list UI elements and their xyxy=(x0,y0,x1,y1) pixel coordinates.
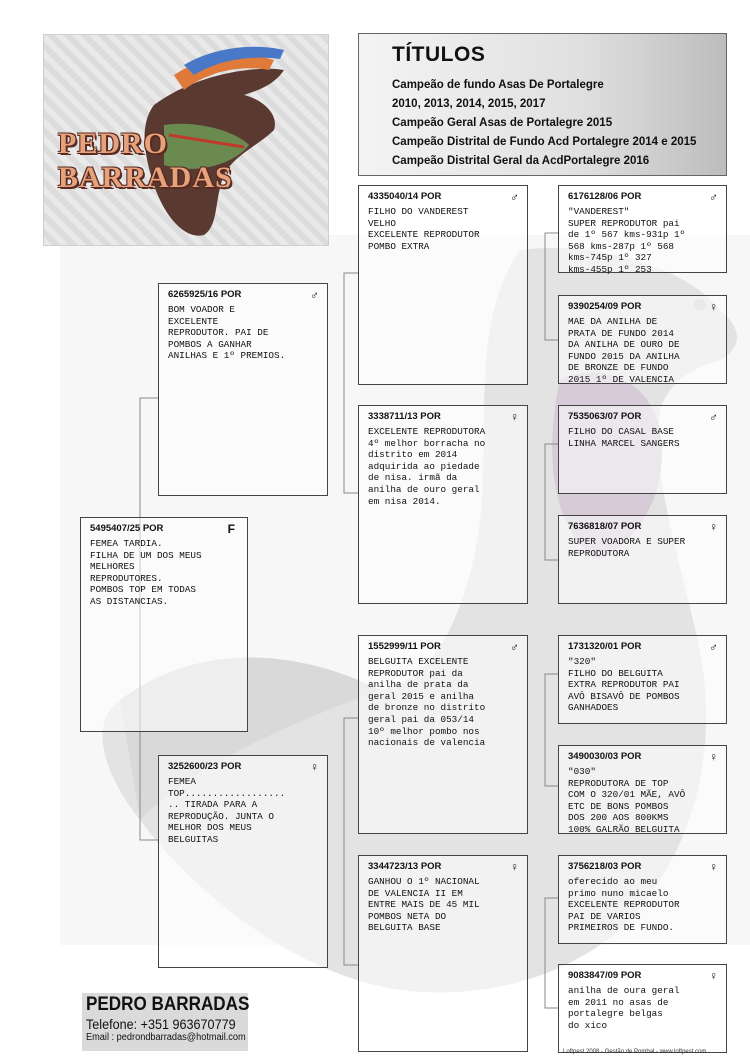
female-symbol-icon: ♀ xyxy=(510,409,519,424)
pigeon-card-sire-sire xyxy=(358,185,528,385)
pigeon-description: "VANDEREST" SUPER REPRODUTOR pai de 1º 567 kms-931p 1º 568 kms-287p 1º 568 kms-745p 1º 327 kms-455p 1º 253 xyxy=(568,206,686,275)
pigeon-description: anilha de oura geral em 2011 no asas de portalegre belgas do xico xyxy=(568,985,680,1031)
pigeon-description: BOM VOADOR E EXCELENTE REPRODUTOR. PAI DE POMBOS A GANHAR ANILHAS E 1º PREMIOS. xyxy=(168,304,286,362)
ring-number: 3756218/03 POR xyxy=(568,861,642,872)
female-symbol-icon: ♀ xyxy=(709,519,718,534)
pigeon-description: FILHO DO VANDEREST VELHO EXCELENTE REPRODUTOR POMBO EXTRA xyxy=(368,206,480,252)
male-symbol-icon: ♂ xyxy=(709,189,718,204)
male-symbol-icon: ♂ xyxy=(310,287,319,302)
pigeon-card-ddd xyxy=(558,964,727,1053)
male-symbol-icon: ♂ xyxy=(709,409,718,424)
female-symbol-icon: ♀ xyxy=(510,859,519,874)
titles-panel xyxy=(358,33,727,176)
ring-number: 3344723/13 POR xyxy=(368,861,442,872)
pigeon-description: "320" FILHO DO BELGUITA EXTRA REPRODUTOR PAI AVÔ BISAVÔ DE POMBOS GANHADOES xyxy=(568,656,680,714)
pigeon-description: EXCELENTE REPRODUTORA 4º melhor borracha no distrito em 2014 adquirida ao piedade de nisa. irmã da anilha de ouro geral em nisa 2014. xyxy=(368,426,486,507)
footer-credit: Loftpest 2008 - Gestão de Pombal - www.loftpest.com xyxy=(563,1049,707,1055)
pigeon-card-ssd xyxy=(558,295,727,384)
ring-number: 7636818/07 POR xyxy=(568,521,642,532)
ring-number: 9083847/09 POR xyxy=(568,970,642,981)
ring-number: 5495407/25 POR xyxy=(90,523,164,534)
pigeon-card-subject xyxy=(80,517,248,732)
ring-number: 9390254/09 POR xyxy=(568,301,642,312)
ring-number: 4335040/14 POR xyxy=(368,191,442,202)
pigeon-description: BELGUITA EXCELENTE REPRODUTOR pai da anilha de prata da geral 2015 e anilha de bronze no distrito geral pai da 053/14 10º melhor pombo nos nacionais de valencia xyxy=(368,656,486,749)
pigeon-card-dam-sire xyxy=(358,635,528,834)
ring-number: 6265925/16 POR xyxy=(168,289,242,300)
breeder-logo xyxy=(43,34,329,246)
pigeon-description: GANHOU O 1º NACIONAL DE VALENCIA II EM ENTRE MAIS DE 45 MIL POMBOS NETA DO BELGUITA BASE xyxy=(368,876,480,934)
pigeon-card-dds xyxy=(558,855,727,944)
title-line: Campeão Distrital de Fundo Acd Portalegre 2014 e 2015 xyxy=(392,136,697,148)
contact-email: Email : pedrondbarradas@hotmail.com xyxy=(86,1032,246,1043)
title-line: Campeão Distrital Geral da AcdPortalegre 2016 xyxy=(392,155,650,167)
ring-number: 3490030/03 POR xyxy=(568,751,642,762)
contact-phone: Telefone: +351 963670779 xyxy=(86,1016,236,1032)
female-symbol-icon: ♀ xyxy=(709,859,718,874)
pigeon-card-sire-dam xyxy=(358,405,528,604)
pigeon-card-dss xyxy=(558,635,727,724)
ring-number: 7535063/07 POR xyxy=(568,411,642,422)
ring-number: 1731320/01 POR xyxy=(568,641,642,652)
pigeon-card-sds xyxy=(558,405,727,494)
contact-name: PEDRO BARRADAS xyxy=(86,994,250,1015)
male-symbol-icon: ♂ xyxy=(510,189,519,204)
pigeon-description: SUPER VOADORA E SUPER REPRODUTORA xyxy=(568,536,686,559)
pigeon-card-dam xyxy=(158,755,328,968)
female-symbol-icon: ♀ xyxy=(709,968,718,983)
pigeon-description: FILHO DO CASAL BASE LINHA MARCEL SANGERS xyxy=(568,426,680,449)
pigeon-description: FEMEA TOP.................. .. TIRADA PARA A REPRODUÇÃO. JUNTA O MELHOR DOS MEUS BELGUITAS xyxy=(168,776,286,845)
pigeon-description: oferecido ao meu primo nuno micaelo EXCELENTE REPRODUTOR PAI DE VARIOS PRIMEIROS DE FUNDO. xyxy=(568,876,680,934)
title-line: Campeão Geral Asas de Portalegre 2015 xyxy=(392,117,613,129)
sex-label: F xyxy=(227,521,235,536)
female-symbol-icon: ♀ xyxy=(709,749,718,764)
logo-text-line1: PEDRO xyxy=(58,127,168,160)
pigeon-card-dam-dam xyxy=(358,855,528,1052)
pigeon-card-sdd xyxy=(558,515,727,604)
pigeon-card-sss xyxy=(558,185,727,273)
ring-number: 1552999/11 POR xyxy=(368,641,441,652)
pigeon-description: MAE DA ANILHA DE PRATA DE FUNDO 2014 DA ANILHA DE OURO DE FUNDO 2015 DA ANILHA DE BRONZE DE FUNDO 2015 1º DE VALENCIA xyxy=(568,316,680,385)
logo-text-line2: BARRADAS xyxy=(58,161,233,194)
contact-block xyxy=(82,993,248,1051)
female-symbol-icon: ♀ xyxy=(709,299,718,314)
pigeon-description: FEMEA TARDIA. FILHA DE UM DOS MEUS MELHORES REPRODUTORES. POMBOS TOP EM TODAS AS DISTANCIAS. xyxy=(90,538,202,607)
ring-number: 3338711/13 POR xyxy=(368,411,441,422)
ring-number: 6176128/06 POR xyxy=(568,191,642,202)
title-line: 2010, 2013, 2014, 2015, 2017 xyxy=(392,98,546,110)
male-symbol-icon: ♂ xyxy=(510,639,519,654)
titles-heading: TÍTULOS xyxy=(392,43,486,66)
pigeon-card-sire xyxy=(158,283,328,496)
pigeon-card-dsd xyxy=(558,745,727,834)
ring-number: 3252600/23 POR xyxy=(168,761,242,772)
female-symbol-icon: ♀ xyxy=(310,759,319,774)
pigeon-description: "030" REPRODUTORA DE TOP COM O 320/01 MÃE, AVÔ ETC DE BONS POMBOS DOS 200 AOS 800KMS 100% GALRÃO BELGUITA xyxy=(568,766,686,835)
male-symbol-icon: ♂ xyxy=(709,639,718,654)
title-line: Campeão de fundo Asas De Portalegre xyxy=(392,79,604,91)
